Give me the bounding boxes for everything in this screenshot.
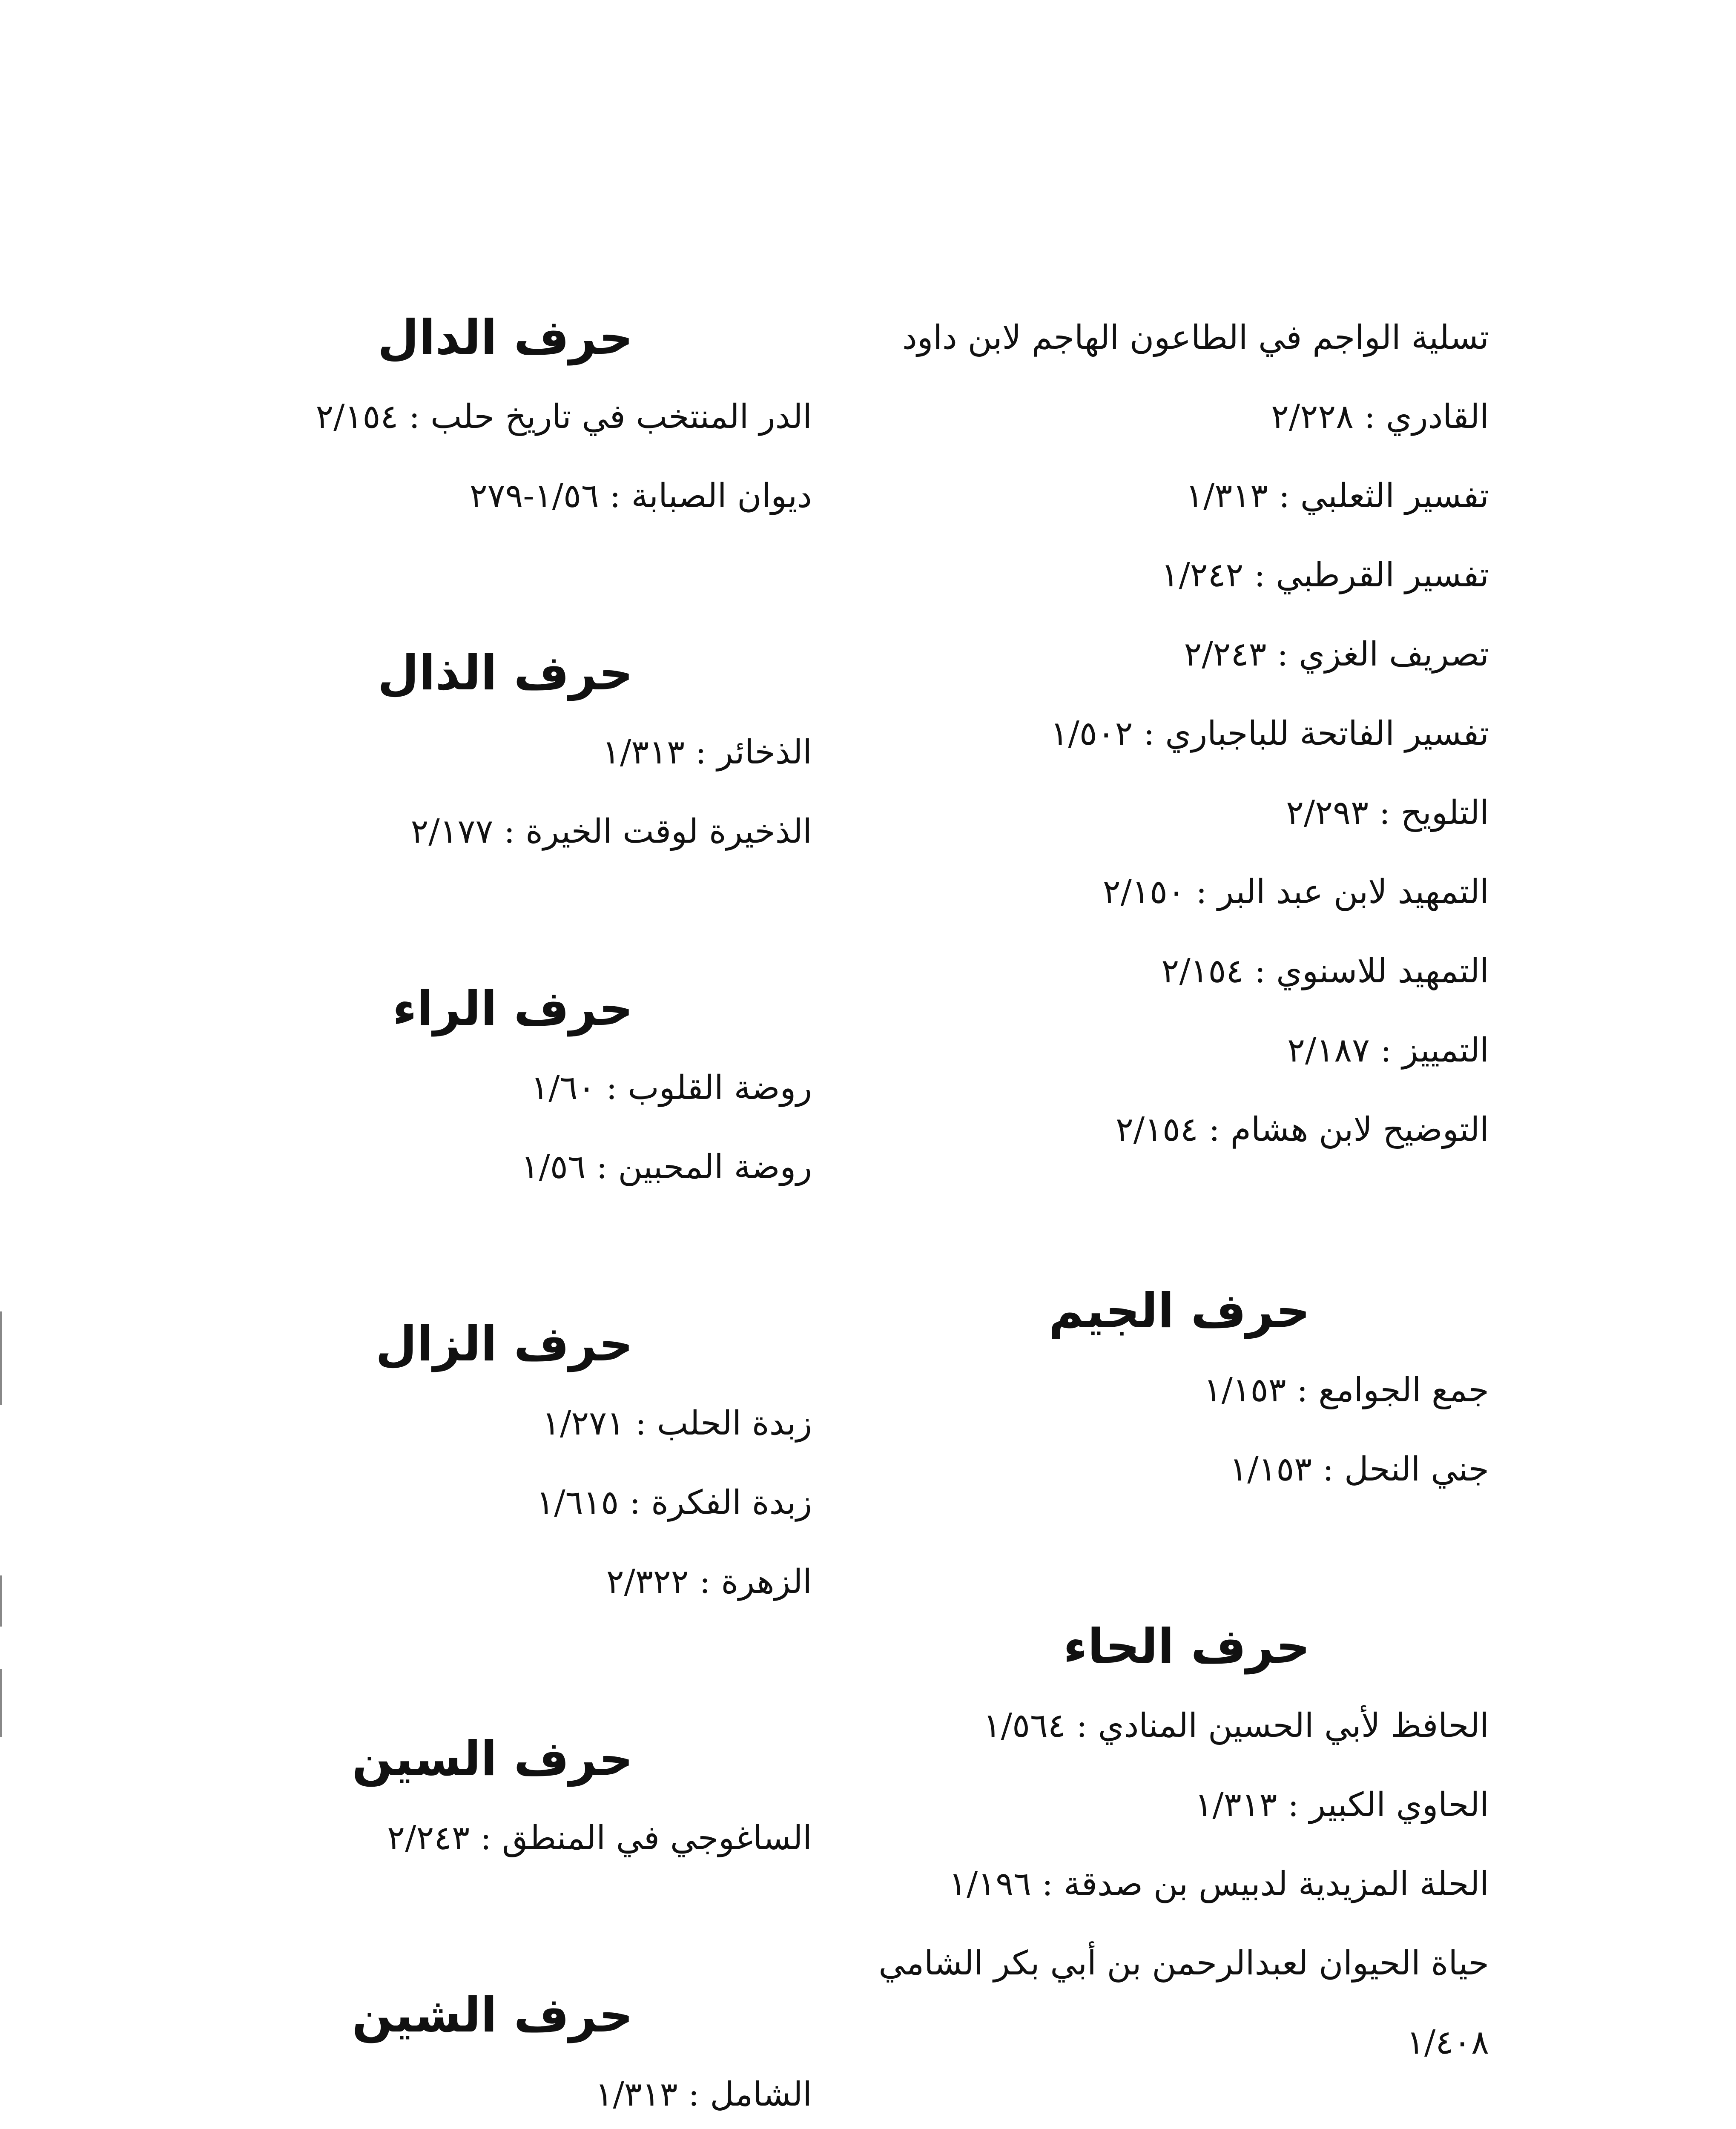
section-heading: حرف الجيم [1048,1283,1310,1339]
index-entry: التمييز : ٢/١٨٧ [1287,1031,1489,1070]
index-entry: زبدة الفكرة : ١/٦١٥ [536,1483,812,1522]
section-heading: حرف الراء [392,981,633,1036]
section-sheen [173,1976,812,2129]
section-thal [173,634,812,871]
section-heading: حرف الدال [377,310,633,365]
scan-margin-mark [0,1575,2,1627]
section-raa [173,969,812,1207]
index-entry: جني النحل : ١/١٥٣ [1229,1450,1489,1489]
index-entry: الحافظ لأبي الحسين المنادي : ١/٥٦٤ [983,1707,1489,1745]
index-entry: التوضيح لابن هشام : ٢/١٥٤ [1115,1110,1489,1149]
index-entry: زبدة الحلب : ١/٢٧١ [542,1404,812,1443]
scan-margin-mark [0,1669,2,1737]
index-entry: التمهيد للاسنوي : ٢/١٥٤ [1161,952,1489,990]
right-column [808,298,1489,2129]
index-entry: الذخائر : ١/٣١٣ [602,733,812,772]
index-entry: الذخيرة لوقت الخيرة : ٢/١٧٧ [410,812,812,851]
index-entry: التمهيد لابن عبد البر : ٢/١٥٠ [1102,873,1489,911]
section-heading: حرف السين [352,1731,633,1787]
index-entry: تسلية الواجم في الطاعون الهاجم لابن داود [902,318,1489,357]
section-haa [808,1607,1489,2082]
index-entry: الزهرة : ٢/٣٢٢ [606,1563,812,1601]
index-entry: القادري : ٢/٢٢٨ [1271,398,1489,436]
index-entry: الحاوي الكبير : ١/٣١٣ [1194,1786,1489,1824]
section-heading: حرف الذال [377,646,633,701]
section-jeem [808,1271,1489,1509]
left-column [173,298,812,2129]
index-entry: تفسير الثعلبي : ١/٣١٣ [1185,477,1489,515]
scan-margin-mark [0,1311,2,1405]
index-entry: التلويح : ٢/٢٩٣ [1286,794,1489,832]
index-entry: الشامل : ١/٣١٣ [595,2075,812,2114]
index-entry: تفسير القرطبي : ١/٢٤٢ [1161,556,1489,594]
section-dal [173,298,812,536]
index-entry: تصريف الغزي : ٢/٢٤٣ [1184,635,1489,674]
index-entry: روضة المحبين : ١/٥٦ [521,1148,812,1186]
index-entry: تفسير الفاتحة للباجباري : ١/٥٠٢ [1050,714,1489,753]
index-entry: روضة القلوب : ١/٦٠ [531,1069,812,1107]
intro-entries [808,298,1489,1169]
index-entry: حياة الحيوان لعبدالرحمن بن أبي بكر الشامي [878,1944,1489,1983]
index-entry-continuation: ١/٤٠٨ [1406,2023,1489,2062]
index-entry: الساغوجي في المنطق : ٢/٢٤٣ [387,1819,812,1857]
index-entry: الحلة المزيدية لدبيس بن صدقة : ١/١٩٦ [949,1865,1489,1903]
index-entry: ديوان الصبابة : ١/٥٦-٢٧٩ [469,477,812,515]
index-entry: جمع الجوامع : ١/١٥٣ [1203,1371,1489,1409]
section-heading: حرف الحاء [1063,1619,1310,1674]
section-heading: حرف الشين [352,1988,633,2043]
section-seen [173,1719,812,1878]
section-zay [173,1305,812,1621]
index-entry: الدر المنتخب في تاريخ حلب : ٢/١٥٤ [316,398,812,436]
section-heading: حرف الزال [375,1317,633,1372]
